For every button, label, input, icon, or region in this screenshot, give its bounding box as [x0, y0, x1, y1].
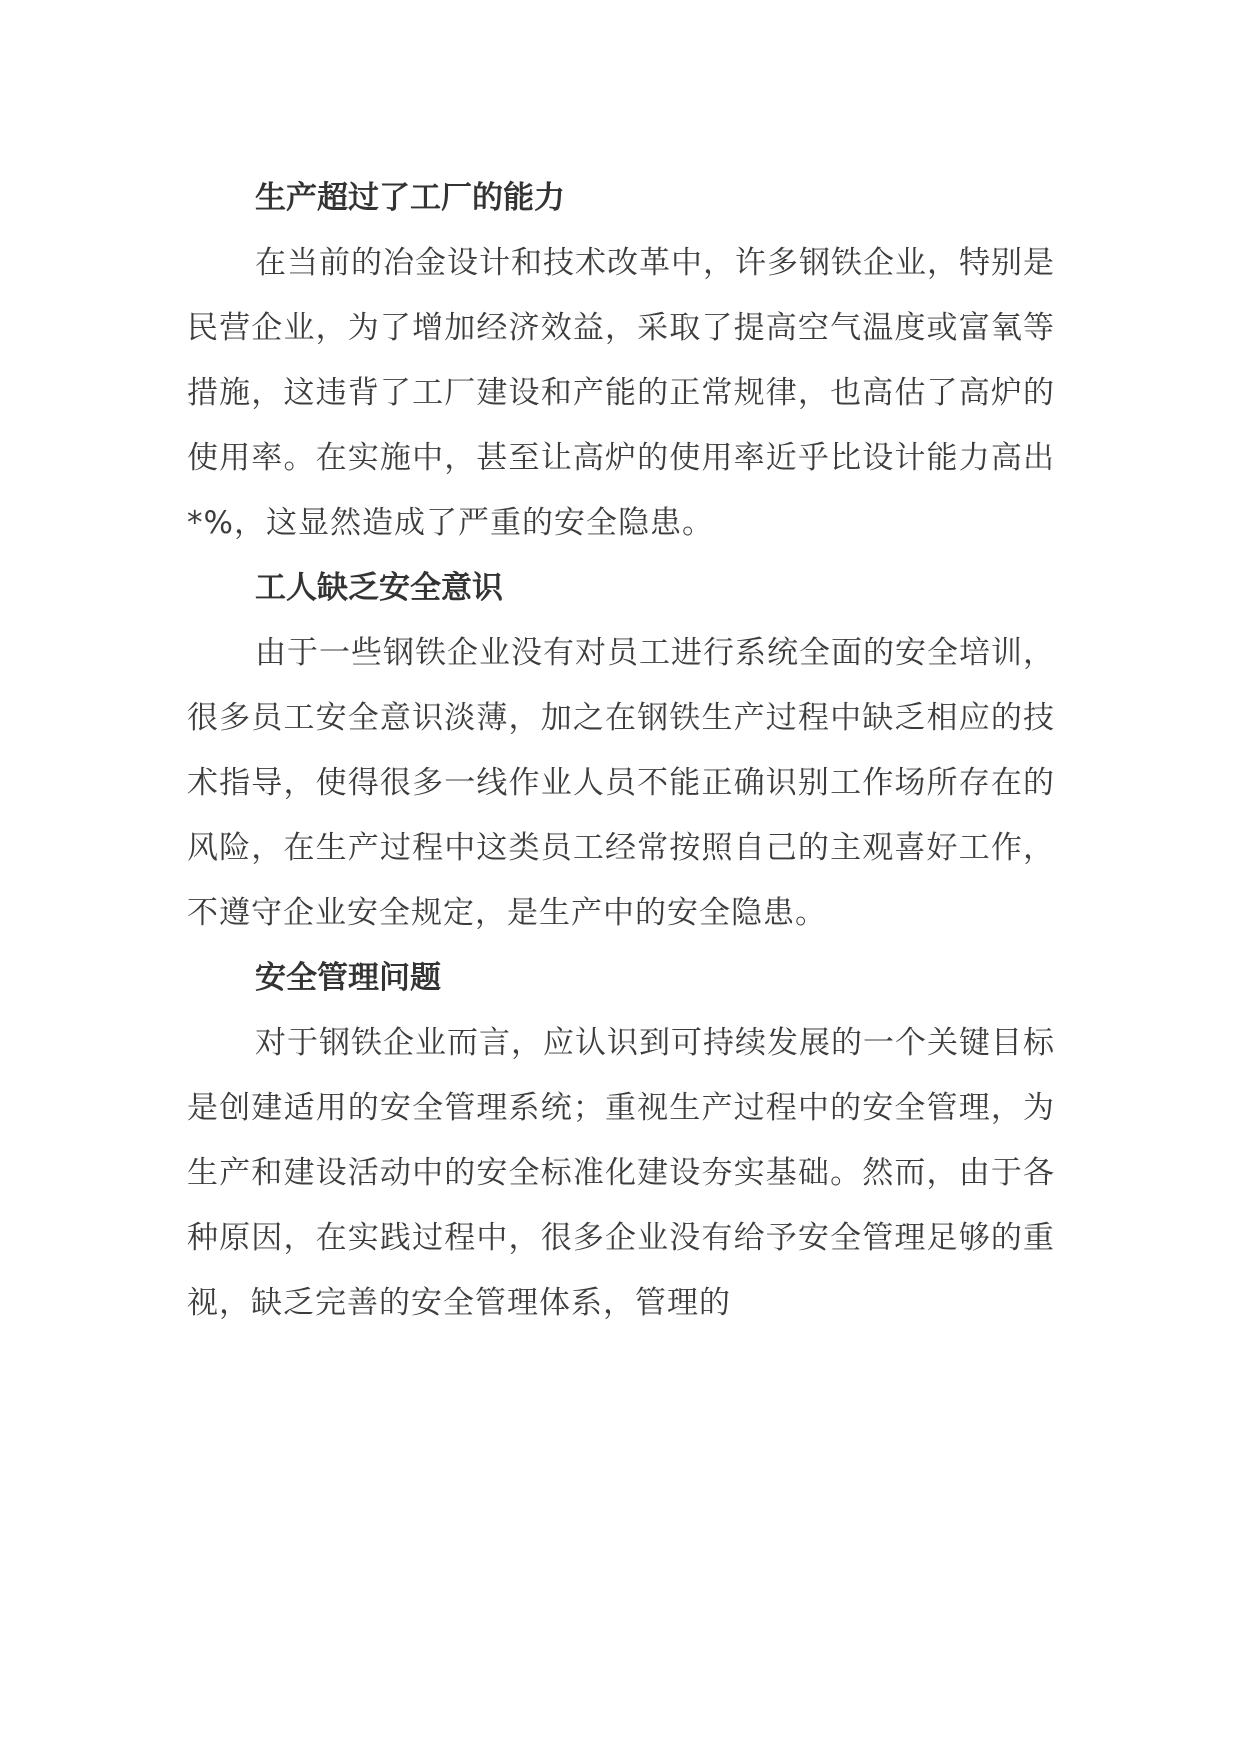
document-body: [187, 166, 1055, 1336]
section-heading-production-capacity: 生产超过了工厂的能力: [255, 180, 565, 216]
section-paragraph-safety-management: 对于钢铁企业而言，应认识到可持续发展的一个关键目标是创建适用的安全管理系统；重视生产过程中的安全管理，为生产和建设活动中的安全标准化建设夯实基础。然而，由于各种原因，在实践过程中，很多企业没有给予安全管理足够的重视，缺乏完善的安全管理体系，管理的: [187, 1025, 1055, 1321]
section-paragraph-worker-safety-awareness: 由于一些钢铁企业没有对员工进行系统全面的安全培训，很多员工安全意识淡薄，加之在钢铁生产过程中缺乏相应的技术指导，使得很多一线作业人员不能正确识别工作场所存在的风险，在生产过程中这类员工经常按照自己的主观喜好工作，不遵守企业安全规定，是生产中的安全隐患。: [187, 635, 1055, 931]
section-heading-safety-management: 安全管理问题: [255, 960, 441, 996]
section-paragraph-production-capacity: 在当前的冶金设计和技术改革中，许多钢铁企业，特别是民营企业，为了增加经济效益，采取了提高空气温度或富氧等措施，这违背了工厂建设和产能的正常规律，也高估了高炉的使用率。在实施中，甚至让高炉的使用率近乎比设计能力高出*%，这显然造成了严重的安全隐患。: [187, 245, 1055, 541]
section-heading-worker-safety-awareness: 工人缺乏安全意识: [255, 570, 503, 606]
